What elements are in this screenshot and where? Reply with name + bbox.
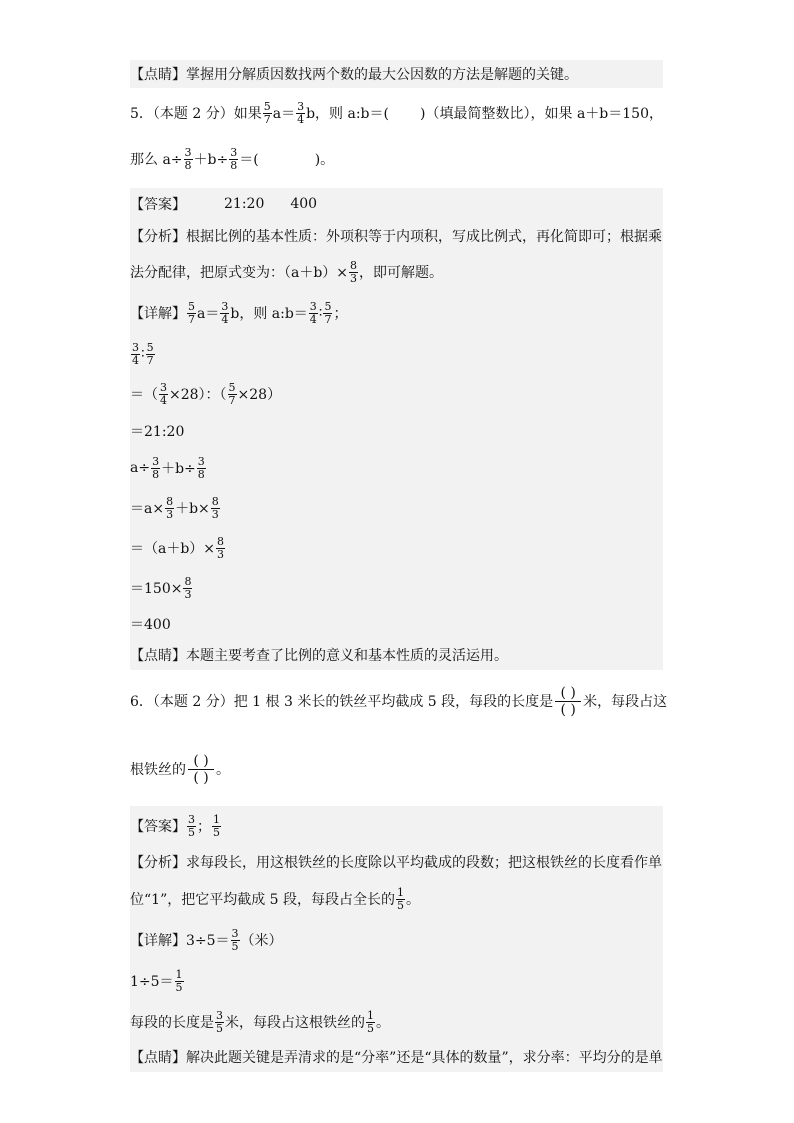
q5-text: b，则 a:b＝( (306, 106, 389, 122)
q6-text: 根铁丝的 (130, 762, 186, 778)
q6-analysis-line-2 (130, 878, 663, 920)
q5-analysis-line-2 (130, 252, 663, 292)
detail-text: 米，每段占这根铁丝的 (225, 1015, 365, 1031)
document-page (130, 60, 668, 1072)
detail-text: 每段的长度是 (130, 1015, 214, 1031)
fraction: $\frac{5}{7}$ (324, 299, 332, 326)
fraction: $\frac{1}{5}$ (367, 1008, 374, 1035)
detail-text: ＝（a＋b）× (130, 541, 216, 557)
q5-question-line-1 (130, 88, 663, 138)
q5-text: ＋b÷ (193, 152, 229, 168)
fraction: $\frac{3}{8}$ (230, 145, 238, 172)
detail-text: ＝（ (130, 387, 158, 403)
detail-text: ∶ (318, 305, 323, 321)
fraction: $\frac{8}{3}$ (211, 494, 219, 521)
detail-text: ×28） (237, 387, 282, 403)
analysis-text: 【分析】求每段长，用这根铁丝的长度除以平均截成的段数；把这根铁丝的长度看作单 (130, 855, 662, 871)
fraction: $\frac{8}{3}$ (217, 534, 225, 561)
q4-tip (130, 60, 663, 88)
answer-label: 【答案】 (130, 197, 186, 213)
fraction: $\frac{3}{4}$ (297, 99, 305, 126)
detail-text: ＝21:20 (130, 424, 185, 440)
q5-detail-row (130, 374, 663, 414)
fraction: $\frac{3}{4}$ (309, 299, 317, 326)
fraction: $\frac{1}{5}$ (175, 967, 183, 994)
analysis-text: 位“1”，把它平均截成 5 段，每段占全长的 (130, 892, 396, 908)
detail-text: ＝a× (130, 501, 165, 517)
fraction: $\frac{5}{7}$ (228, 380, 236, 407)
q5-answer (130, 188, 663, 220)
answer-blank-fraction[interactable]: $\frac{( )}{( )}$ (555, 685, 581, 718)
fraction: $\frac{3}{4}$ (221, 299, 229, 326)
detail-text: ×28）：（ (169, 387, 227, 403)
fraction: $\frac{3}{4}$ (160, 380, 167, 407)
q5-analysis-line-1 (130, 220, 663, 252)
analysis-text: 【分析】根据比例的基本性质：外项积等于内项积，写成比例式，再化简即可；根据乘 (130, 229, 662, 245)
fraction: $\frac{1}{5}$ (213, 812, 220, 839)
detail-label: 【详解】 (130, 306, 186, 322)
analysis-text: 法分配律，把原式变为：（a＋b）× (130, 265, 349, 281)
answer-value: 21:20 (224, 196, 265, 212)
q6-text: 。 (216, 762, 230, 778)
q6-text: 米，每段占这 (583, 694, 668, 710)
analysis-text: 。 (406, 892, 421, 908)
detail-text: ＝150× (130, 581, 183, 597)
q6-answer (130, 806, 663, 846)
detail-text: ＋b× (175, 501, 210, 517)
detail-text: ＋b÷ (161, 461, 196, 477)
q5-detail-row (130, 608, 663, 640)
detail-text: 3÷5＝ (186, 933, 230, 949)
q5-detail-row (130, 528, 663, 568)
detail-text: ； (333, 306, 348, 322)
fraction: $\frac{5}{7}$ (146, 340, 154, 367)
q5-text: )。 (314, 152, 335, 168)
q6-tip (130, 1042, 663, 1072)
q5-detail-row (130, 292, 663, 334)
q6-question-line-1 (130, 676, 668, 726)
detail-text: a÷ (130, 460, 151, 476)
tip-text: 【点睛】解决此题关键是弄清求的是“分率”还是“具体的数量”，求分率：平均分的是单 (130, 1050, 663, 1066)
fraction: $\frac{8}{3}$ (350, 258, 358, 285)
q5-detail-row (130, 414, 663, 448)
q5-text: 那么 a÷ (130, 152, 183, 168)
fraction: $\frac{3}{8}$ (152, 454, 160, 481)
fraction: $\frac{1}{5}$ (397, 885, 405, 912)
detail-text: a＝ (197, 306, 220, 322)
q5-text: ＝( (239, 152, 259, 168)
detail-text: ∶ (141, 346, 145, 362)
fraction: $\frac{5}{7}$ (263, 99, 271, 126)
detail-text: 1÷5＝ (130, 974, 174, 990)
q5-detail-row (130, 568, 663, 608)
q5-question-line-2 (130, 138, 663, 180)
detail-label: 【详解】 (130, 933, 186, 949)
detail-text: 。 (376, 1015, 390, 1031)
fraction: $\frac{3}{5}$ (231, 926, 239, 953)
q6-solution (130, 806, 663, 1072)
fraction: $\frac{3}{8}$ (184, 145, 192, 172)
q6-detail-row (130, 1002, 663, 1042)
q5-text: a＝ (272, 106, 296, 122)
q5-detail-row (130, 448, 663, 488)
q6-analysis-line-1 (130, 846, 663, 878)
detail-text: ＝400 (130, 617, 171, 633)
fraction: $\frac{3}{5}$ (188, 812, 195, 839)
fraction: $\frac{3}{5}$ (216, 1008, 223, 1035)
answer-separator: ； (197, 819, 211, 835)
q5-detail-row (130, 334, 663, 374)
q4-tip-text: 【点睛】掌握用分解质因数找两个数的最大公因数的方法是解题的关键。 (130, 67, 578, 83)
q5-text: )（填最简整数比），如果 a＋b＝150， (420, 106, 663, 122)
q5-solution (130, 188, 663, 670)
answer-blank-fraction[interactable]: $\frac{( )}{( )}$ (188, 753, 214, 786)
analysis-text: ，即可解题。 (359, 265, 444, 281)
detail-text: （米） (240, 933, 283, 949)
fraction: $\frac{5}{7}$ (188, 299, 195, 326)
answer-value: 400 (290, 196, 318, 212)
fraction: $\frac{3}{4}$ (132, 340, 139, 367)
q5-tip (130, 640, 663, 670)
q6-detail-row (130, 960, 663, 1002)
tip-text: 【点睛】本题主要考查了比例的意义和基本性质的灵活运用。 (130, 648, 508, 664)
detail-text: b，则 a:b＝ (230, 306, 308, 322)
fraction: $\frac{8}{3}$ (184, 574, 192, 601)
q6-detail-row (130, 920, 663, 960)
fraction: $\frac{3}{8}$ (197, 454, 205, 481)
fraction: $\frac{8}{3}$ (166, 494, 174, 521)
q6-question-line-2 (130, 734, 663, 804)
q5-text: 5．（本题 2 分）如果 (130, 106, 262, 122)
answer-label: 【答案】 (130, 819, 186, 835)
q6-text: 6．（本题 2 分）把 1 根 3 米长的铁丝平均截成 5 段，每段的长度是 (130, 694, 554, 710)
q5-detail-row (130, 488, 663, 528)
